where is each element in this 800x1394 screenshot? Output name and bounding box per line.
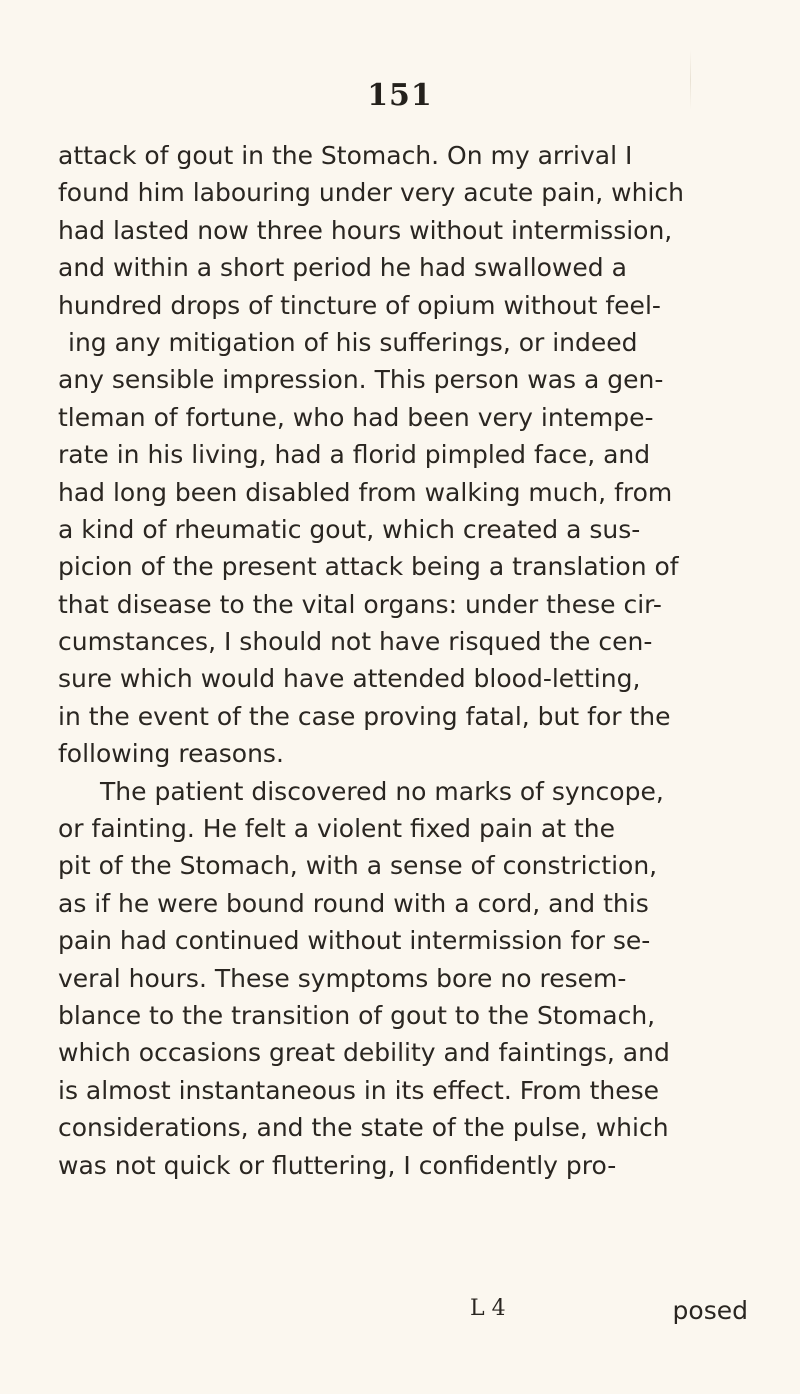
- text-line-6: ing any mitigation of his sufferings, or indeed: [68, 327, 638, 357]
- text-line-20: pit of the Stomach, with a sense of constriction,: [58, 851, 658, 881]
- text-line-22: pain had continued without intermission for se-: [58, 926, 651, 956]
- text-line-13: that disease to the vital organs: under these cir-: [58, 589, 662, 619]
- text-line-5: hundred drops of tincture of opium without feel-: [58, 290, 661, 320]
- body-text: [58, 137, 748, 1184]
- text-line-28: was not quick or fluttering, I confidently pro-: [58, 1150, 617, 1180]
- page-footer: [58, 1296, 748, 1334]
- text-line-24: blance to the transition of gout to the Stomach,: [58, 1000, 656, 1030]
- text-line-16: in the event of the case proving fatal, but for the: [58, 701, 671, 731]
- text-line-21: as if he were bound round with a cord, and this: [58, 888, 649, 918]
- text-line-17: following reasons.: [58, 739, 284, 769]
- text-line-2: found him labouring under very acute pain, which: [58, 178, 684, 208]
- text-line-9: rate in his living, had a florid pimpled face, and: [58, 440, 651, 470]
- text-line-25: which occasions great debility and faintings, and: [58, 1038, 670, 1068]
- text-line-4: and within a short period he had swallowed a: [58, 253, 627, 283]
- signature-mark: L 4: [470, 1296, 506, 1321]
- text-line-3: had lasted now three hours without intermission,: [58, 215, 673, 245]
- text-line-26: is almost instantaneous in its effect. From these: [58, 1075, 660, 1105]
- paper-fold-mark: [690, 50, 691, 110]
- text-line-15: sure which would have attended blood-letting,: [58, 664, 641, 694]
- catchword: posed: [672, 1296, 748, 1325]
- text-line-12: picion of the present attack being a translation of: [58, 552, 679, 582]
- text-line-23: veral hours. These symptoms bore no resem-: [58, 963, 627, 993]
- text-line-19: or fainting. He felt a violent fixed pain at the: [58, 814, 616, 844]
- text-line-8: tleman of fortune, who had been very intempe-: [58, 402, 654, 432]
- text-line-1: attack of gout in the Stomach. On my arrival I: [58, 141, 633, 170]
- text-line-14: cumstances, I should not have risqued the cen-: [58, 627, 653, 657]
- text-line-11: a kind of rheumatic gout, which created a sus-: [58, 514, 641, 544]
- text-line-7: any sensible impression. This person was a gen-: [58, 365, 664, 395]
- text-line-18: The patient discovered no marks of syncope,: [100, 776, 664, 806]
- text-line-10: had long been disabled from walking much, from: [58, 477, 673, 507]
- text-line-27: considerations, and the state of the pulse, which: [58, 1113, 669, 1143]
- page-number: 151: [367, 78, 433, 113]
